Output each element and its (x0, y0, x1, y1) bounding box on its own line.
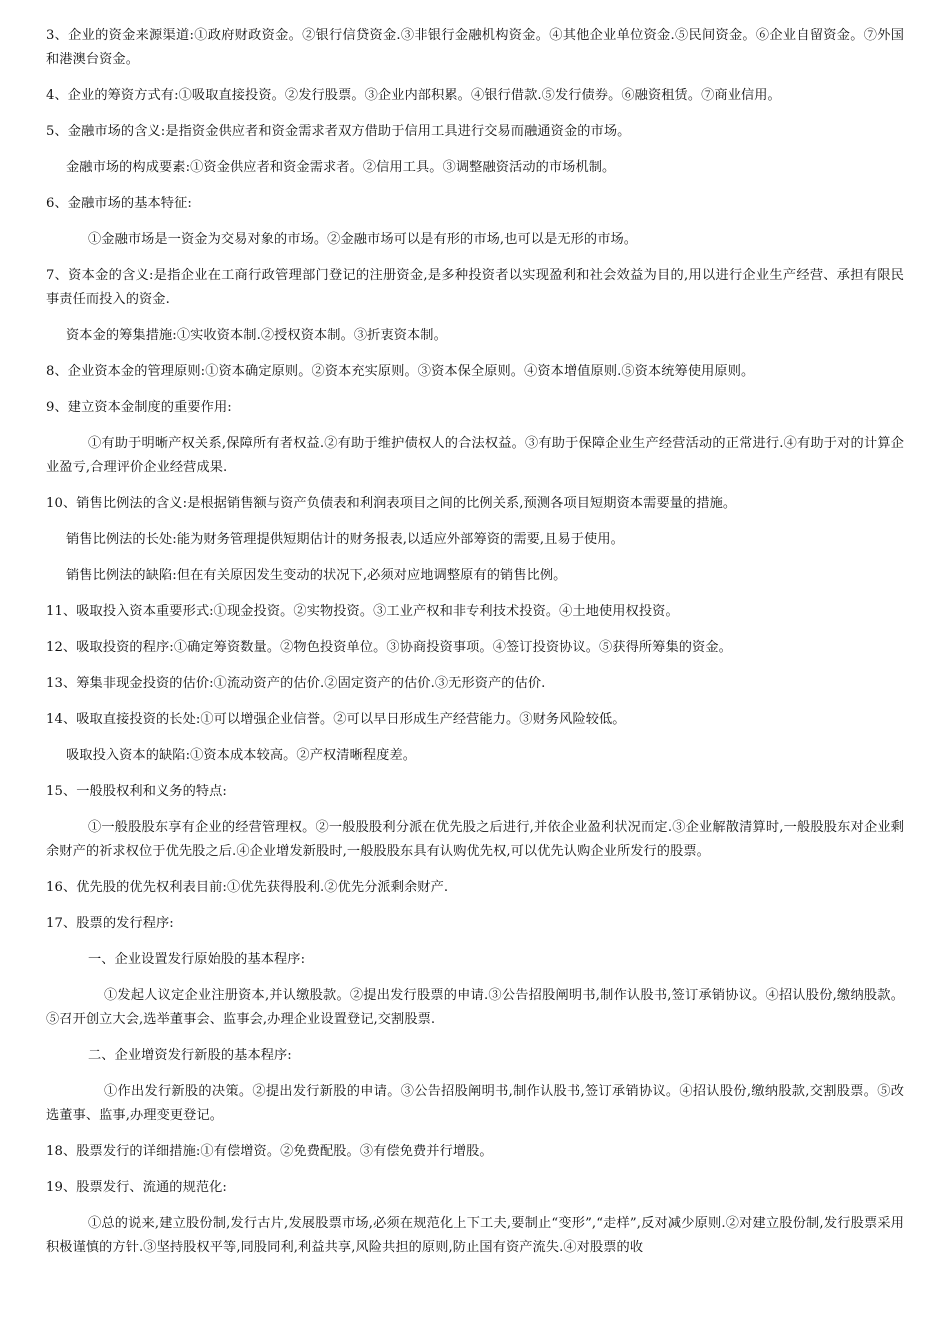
paragraph-10-advantages: 销售比例法的长处:能为财务管理提供短期估计的财务报表,以适应外部筹资的需要,且易于使用。 (66, 532, 624, 547)
paragraph-13: 13、筹集非现金投资的估价:①流动资产的估价.②固定资产的估价.③无形资产的估价. (46, 676, 546, 691)
paragraph-14: 14、吸取直接投资的长处:①可以增强企业信誉。②可以早日形成生产经营能力。③财务风险较低。 (46, 712, 626, 727)
paragraph-7: 7、资本金的含义:是指企业在工商行政管理部门登记的注册资金,是多种投资者以实现盈利和社会效益为目的,用以进行企业生产经营、承担有限民事责任而投入的资金. (46, 268, 904, 307)
paragraph-16: 16、优先股的优先权利表目前:①优先获得股利.②优先分派剩余财产. (46, 880, 449, 895)
paragraph-15-features: ①一般股股东享有企业的经营管理权。②一般股股利分派在优先股之后进行,并依企业盈利状况而定.③企业解散清算时,一般股股东对企业剩余财产的祈求权位于优先股之后.④企业增发新股时,一般股股东具有认购优先权,可以优先认购企业所发行的股票。 (46, 820, 904, 859)
paragraph-19-standardization: ①总的说来,建立股份制,发行古片,发展股票市场,必须在规范化上下工夫,要制止“变形”,“走样”,反对减少原则.②对建立股份制,发行股票采用积极谨慎的方针.③坚持股权平等,同股同利,利益共享,风险共担的原则,防止国有资产流失.④对股票的收 (46, 1216, 904, 1255)
paragraph-18: 18、股票发行的详细措施:①有偿增资。②免费配股。③有偿免费并行增股。 (46, 1144, 493, 1159)
paragraph-10: 10、销售比例法的含义:是根据销售额与资产负债表和利润表项目之间的比例关系,预测各项目短期资本需要量的措施。 (46, 496, 737, 511)
paragraph-5: 5、金融市场的含义:是指资金供应者和资金需求者双方借助于信用工具进行交易而融通资金的市场。 (46, 124, 631, 139)
paragraph-9-effects: ①有助于明晰产权关系,保障所有者权益.②有助于维护债权人的合法权益。③有助于保障企业生产经营活动的正常进行.④有助于对的计算企业盈亏,合理评价企业经营成果. (46, 436, 904, 475)
paragraph-17: 17、股票的发行程序: (46, 916, 174, 931)
paragraph-3: 3、企业的资金来源渠道:①政府财政资金。②银行信贷资金.③非银行金融机构资金。④其他企业单位资金.⑤民间资金。⑥企业自留资金。⑦外国和港澳台资金。 (46, 28, 904, 67)
paragraph-19: 19、股票发行、流通的规范化: (46, 1180, 227, 1195)
paragraph-9: 9、建立资本金制度的重要作用: (46, 400, 232, 415)
paragraph-5-components: 金融市场的构成要素:①资金供应者和资金需求者。②信用工具。③调整融资活动的市场机制。 (66, 160, 616, 175)
paragraph-17-original-steps: ①发起人议定企业注册资本,并认缴股款。②提出发行股票的申请.③公告招股阐明书,制作认股书,签订承销协议。④招认股份,缴纳股款。⑤召开创立大会,选举董事会、监事会,办理企业设置登记,交割股票. (46, 988, 904, 1027)
paragraph-7-measures: 资本金的筹集措施:①实收资本制.②授权资本制。③折衷资本制。 (66, 328, 447, 343)
paragraph-15: 15、一般股权利和义务的特点: (46, 784, 227, 799)
paragraph-12: 12、吸取投资的程序:①确定筹资数量。②物色投资单位。③协商投资事项。④签订投资协议。⑤获得所筹集的资金。 (46, 640, 732, 655)
paragraph-4: 4、企业的筹资方式有:①吸取直接投资。②发行股票。③企业内部积累。④银行借款.⑤发行债券。⑥融资租赁。⑦商业信用。 (46, 88, 781, 103)
paragraph-6-features: ①金融市场是一资金为交易对象的市场。②金融市场可以是有形的市场,也可以是无形的市场。 (88, 232, 638, 247)
paragraph-14-disadvantages: 吸取投入资本的缺陷:①资本成本较高。②产权清晰程度差。 (66, 748, 417, 763)
paragraph-17-new-shares: 二、企业增资发行新股的基本程序: (88, 1048, 292, 1063)
paragraph-8: 8、企业资本金的管理原则:①资本确定原则。②资本充实原则。③资本保全原则。④资本增值原则.⑤资本统筹使用原则。 (46, 364, 755, 379)
paragraph-10-disadvantages: 销售比例法的缺陷:但在有关原因发生变动的状况下,必须对应地调整原有的销售比例。 (66, 568, 567, 583)
paragraph-17-new-steps: ①作出发行新股的决策。②提出发行新股的申请。③公告招股阐明书,制作认股书,签订承销协议。④招认股份,缴纳股款,交割股票。⑤改选董事、监事,办理变更登记。 (46, 1084, 904, 1123)
paragraph-17-original-shares: 一、企业设置发行原始股的基本程序: (88, 952, 306, 967)
paragraph-6: 6、金融市场的基本特征: (46, 196, 192, 211)
paragraph-11: 11、吸取投入资本重要形式:①现金投资。②实物投资。③工业产权和非专利技术投资。④土地使用权投资。 (46, 604, 679, 619)
